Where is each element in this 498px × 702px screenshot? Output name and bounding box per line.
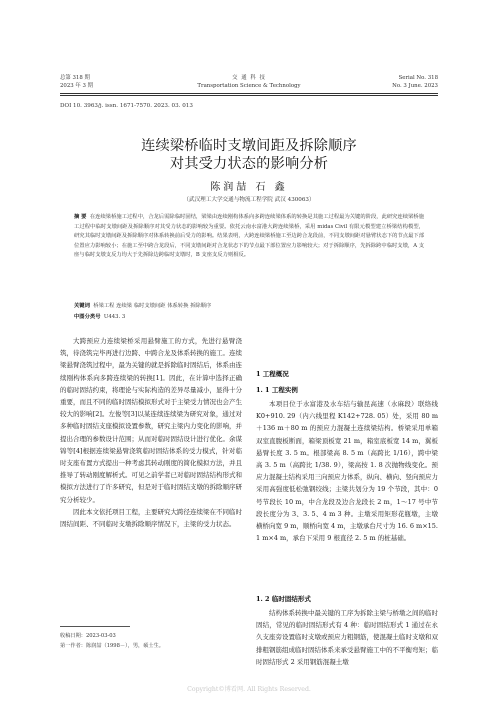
header-rule-thick: [60, 93, 438, 94]
section-1-2-heading: 1. 2 临时固结形式: [256, 595, 311, 603]
intro-paragraph-1: 大跨预应力连续梁桥采用悬臂施工的方式，先进行悬臂浇筑，待浇筑完毕再进行边跨、中跨合龙及体系转换的施工。连续梁悬臂浇筑过程中，最为关键的就是拆除临时固结后，体系由连续刚构体系向多跨连续梁的转换[1]。因此，在计算中选择正确的临时固结约束，将理论与实际构造的差异尽量减小，显得十分重要，而且不同的临时固结模拟形式对于主梁受力情况也会产生较大的影响[2]。左俊等[3]以某连续连续梁为研究对象，通过对多种临时固结支座模拟设置参数，研究主梁内力变化的影响，并提出合理的参数设计范围；从而对临时固结设计进行优化。余谋锦等[4]根据连续梁悬臂浇筑临时固结体系的受力模式，针对临时支座布置方式提出一种考虑其转动刚度的简化模拟方法，并且推导了转动刚度解析式。可见之前学者已对临时固结结构形式和模拟方法进行了许多研究，但是对于临时固结支墩的拆除顺序研究分析较少。: [60, 337, 242, 504]
header-rule-thin: [60, 95, 438, 96]
received-date: 收稿日期：2023-03-03: [60, 633, 116, 639]
title-line-2: 对其受力状态的影响分析: [169, 156, 329, 172]
section-1-2-body: [256, 607, 438, 668]
clc-label: 中图分类号: [74, 314, 101, 320]
total-issue: 总第 318 期: [60, 75, 90, 81]
journal-name-cn: 交 通 科 技: [232, 75, 266, 81]
footnote: [60, 632, 242, 651]
first-author: 第一作者：陈润喆（1998－），男，硕士生。: [60, 642, 164, 649]
authors: 陈润喆 石 鑫: [210, 182, 288, 193]
section-1-1-heading: 1. 1 工程实例: [256, 386, 298, 394]
footnote-rule: [60, 626, 130, 627]
affiliation: （武汉理工大学交通与物流工程学院 武汉 430063）: [183, 197, 315, 203]
abstract-label: 摘 要: [74, 214, 87, 220]
article-title: [0, 137, 498, 173]
abstract: [74, 213, 424, 261]
doi: DOI 10. 3963/j. issn. 1671-7570. 2023. 03. 013: [60, 103, 193, 109]
section-1-1-paragraph: 本项目位于水富港及水车结与输昆高速（水麻段）联络线 K0+910. 29（内六线里程 K142+728. 05）处，采用 80 m＋136 m＋80 m 的预应力混凝土连续梁结构。桥梁采用单箱双室直腹板断面，箱梁顶板宽 21 m，箱室底板宽 14 m，翼板悬臂长度 3. 5 m。根部梁高 8. 5 m（高跨比 1/16），跨中梁高 3. 5 m（高跨比 1/38. 9），梁高按 1. 8 次抛物线变化。预应力混凝土结构采用三向预应力体系，纵向、横向、竖向预应力采用高强度低松弛钢绞线；主梁共划分为 19 个节段，其中：0 号节段长 10 m，中合龙段及边合龙段长 2 m，1～17 号中节段长度分为 3、3. 5、4 m 3 种。主墩采用矩形花瓶墩，主墩横桥向宽 9 m，顺桥向宽 4 m，主墩承台尺寸为 16. 6 m×15. 1 m×4 m，承台下采用 9 根直径 2. 5 m 的桩基础。: [256, 400, 438, 543]
clc-code: U443. 3: [103, 314, 126, 320]
intro-column: [60, 335, 242, 530]
classification: [74, 312, 424, 320]
copyright-watermark: Copyright©博看网. All Rights Reserved.: [187, 686, 311, 693]
issue-date: No. 3 June. 2023: [392, 82, 438, 89]
intro-paragraph-2: 因此本文依托项目工程，主要研究大跨径连续梁在不同临时固结间距、不同临时支墩拆除顺序情况下，主梁的受力状态。: [60, 507, 242, 529]
journal-issue-right: [392, 75, 438, 90]
keywords-text: 桥梁工程 连续梁 临时支墩间距 体系转换 拆除顺序: [93, 303, 212, 309]
year-issue: 2023 年 3 期: [60, 82, 94, 89]
section-1-2-paragraph: 结构体系转换中最关键的工序为拆除主梁与桥墩之间的临时固结，常见的临时固结形式有 4 种：临时固结形式 1 通过在永久支座旁设置临时支墩或预应力粗钢筋，使混凝土临时支墩和双排粗钢筋组成临时固结体系来承受悬臂施工中的不平衡弯矩；临时固结形式 2 采用钢筋混凝土墩: [256, 609, 438, 666]
keywords-label: 关键词: [74, 303, 90, 309]
journal-name-en: Transportation Science & Technology: [197, 82, 301, 89]
keywords: [74, 301, 424, 309]
section-1-1-body: [256, 398, 438, 544]
title-line-1: 连续梁桥临时支墩间距及拆除顺序: [141, 138, 357, 154]
serial-number: Serial No. 318: [398, 75, 438, 81]
abstract-text: 在连续梁桥施工过程中，合龙后需除临时固结，梁梁由连续刚构体系向多跨连续梁体系的转换是其施工过程最为关键的阶段，此研究连续梁桥施工过程中临时支墩间距及拆除顺序对其受力状态的影响较为重要。依托云南水富港大跨连续梁桥，采用 midas Civil 有限元模型建立桥梁结构模型，研究其临时支墩间距及拆除顺序对体系转换前后受力的影响。结果表明，大跨连续梁桥施工至边跨合龙段前，不同支墩间距对悬臂状态下的节点最下部位置应力影响较小；在施工至中跨合龙段后，不同支墩间距对合龙状态下的节点最下部位置应力影响较大；对于拆除顺序，先拆除跨中临时支墩，A 支座与临时支墩支反力均大于先拆除边跨临时支墩时，B 支座支反力则相反。: [74, 214, 424, 258]
section-1-heading: 1 工程概况: [256, 370, 289, 378]
